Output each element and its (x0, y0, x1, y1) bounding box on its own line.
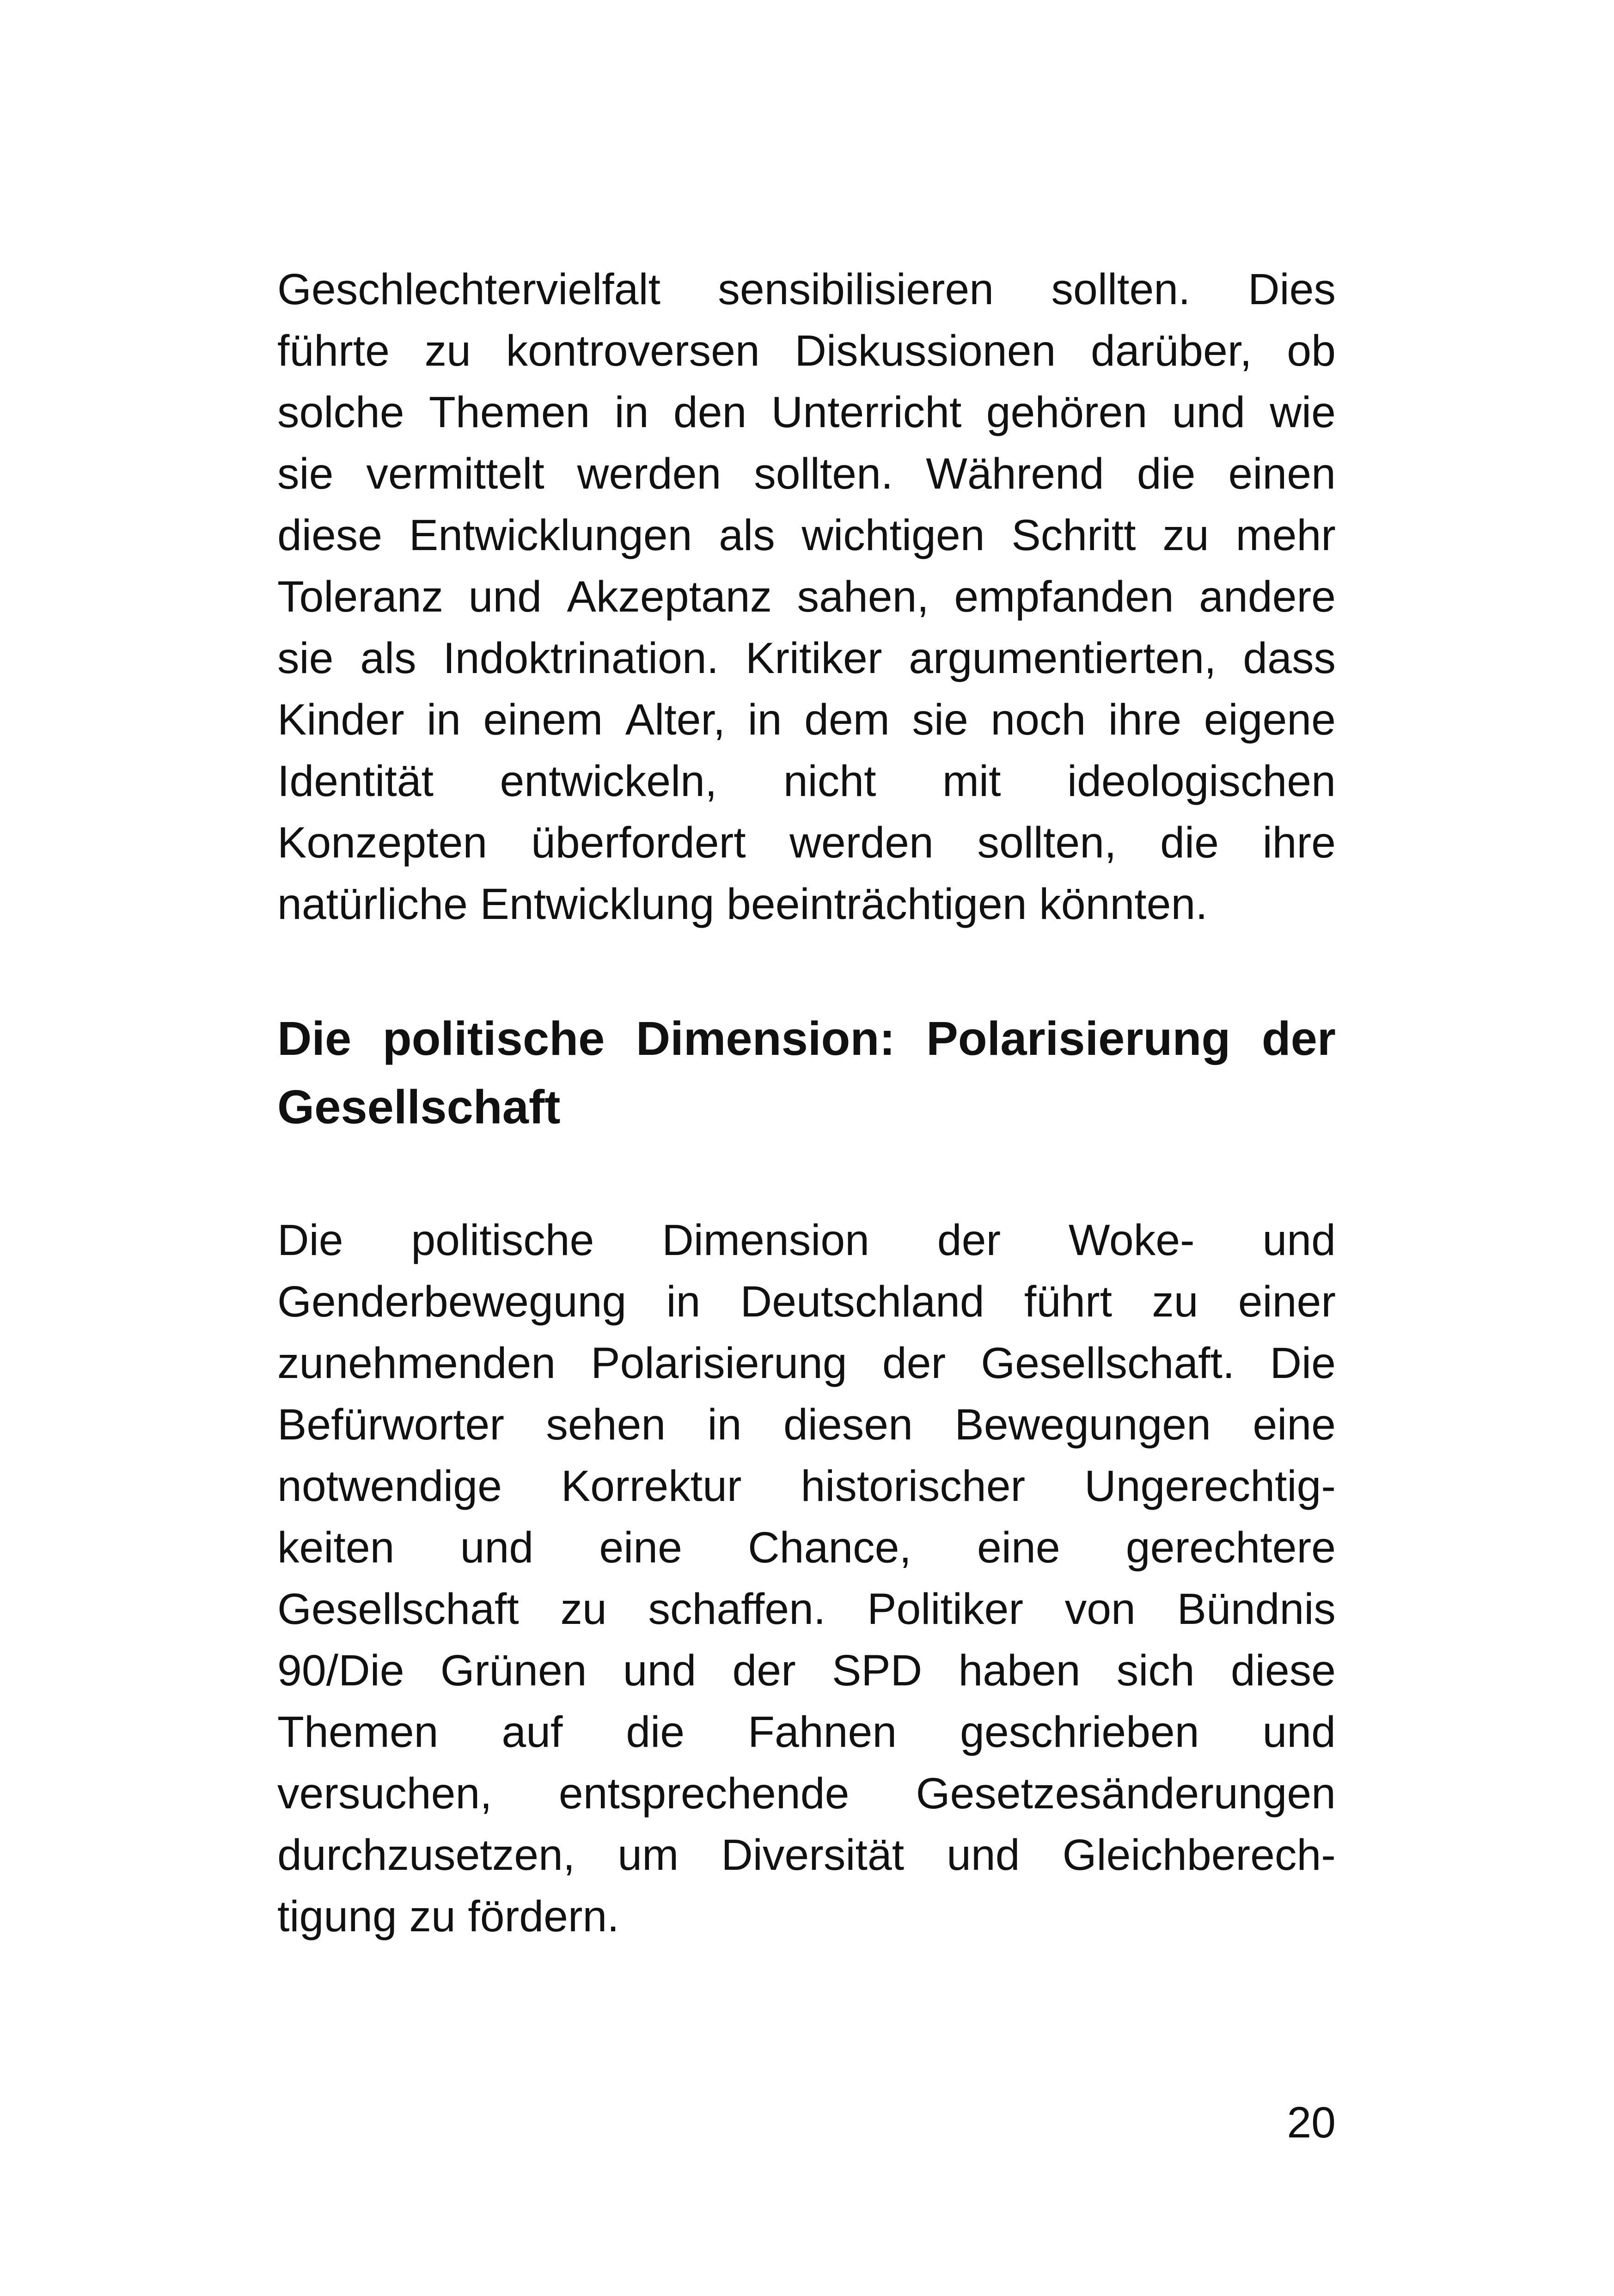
word: haben (958, 1646, 1081, 1695)
word: den (673, 388, 747, 437)
word: ideologischen (1067, 757, 1336, 806)
word: Gesetzesänderungen (916, 1769, 1336, 1818)
word: Schritt (1011, 511, 1136, 560)
page-number: 20 (1287, 2098, 1336, 2147)
word: führte (277, 326, 390, 375)
word: und (468, 572, 542, 621)
word: diese (277, 511, 383, 560)
word: um (617, 1831, 679, 1880)
word: 90/Die (277, 1646, 404, 1695)
word: die (1160, 818, 1219, 867)
word: noch (990, 695, 1086, 744)
word: die (1137, 449, 1196, 498)
text-line (277, 1825, 1336, 1886)
text-line (277, 689, 1336, 751)
word: gehören (986, 388, 1148, 437)
word: versuchen, (277, 1769, 492, 1818)
text-line (277, 1271, 1336, 1333)
word: sie (912, 695, 968, 744)
text-line (277, 320, 1336, 382)
word: werden (789, 818, 934, 867)
text-line (277, 505, 1336, 566)
word: Diversität (721, 1831, 905, 1880)
word: beeinträchtigen (727, 880, 1027, 929)
word: Die (277, 1012, 352, 1065)
word: Akzeptanz (567, 572, 772, 621)
word: Geschlechtervielfalt (277, 265, 660, 314)
word: der (882, 1339, 946, 1388)
text-line (277, 1333, 1336, 1394)
word: Grünen (440, 1646, 587, 1695)
word: durchzusetzen, (277, 1831, 575, 1880)
word: sensibilisieren (718, 265, 994, 314)
word: einer (1238, 1277, 1336, 1326)
word: zu (1152, 1277, 1198, 1326)
word: Bündnis (1177, 1585, 1336, 1634)
section-heading (277, 1004, 1336, 1141)
word: und (623, 1646, 697, 1695)
word: nicht (783, 757, 876, 806)
word: als (360, 634, 416, 683)
word: keiten (277, 1523, 395, 1572)
word: Identität (277, 757, 434, 806)
word: zu (1162, 511, 1209, 560)
text-line (277, 443, 1336, 505)
paragraph-2 (277, 1210, 1336, 1947)
word: mit (942, 757, 1001, 806)
word: Die (1270, 1339, 1336, 1388)
word: Woke- (1068, 1216, 1195, 1265)
word: in (427, 695, 461, 744)
word: werden (577, 449, 721, 498)
word: und (947, 1831, 1020, 1880)
word: der (1261, 1012, 1336, 1065)
word: Deutschland (740, 1277, 984, 1326)
word: in (707, 1400, 742, 1449)
text-line (277, 1394, 1336, 1456)
text-line (277, 259, 1336, 320)
word: überfordert (531, 818, 746, 867)
word: der (732, 1646, 796, 1695)
word: Kinder (277, 695, 404, 744)
word: Fahnen (747, 1708, 897, 1757)
word: Während (926, 449, 1104, 498)
word: sie (277, 449, 334, 498)
word: geschrieben (960, 1708, 1199, 1757)
text-line (277, 566, 1336, 628)
word: Konzepten (277, 818, 488, 867)
word: notwendige (277, 1462, 502, 1511)
word: wichtigen (801, 511, 985, 560)
word: Indoktrination. (443, 634, 719, 683)
word: kontroversen (506, 326, 760, 375)
word: auf (501, 1708, 563, 1757)
word: eine (599, 1523, 682, 1572)
word: historischer (801, 1462, 1026, 1511)
word: einen (1228, 449, 1336, 498)
word: Gesellschaft (277, 1585, 519, 1634)
text-line (277, 628, 1336, 689)
word: entsprechende (558, 1769, 850, 1818)
word: könnten. (1039, 880, 1208, 929)
word: andere (1199, 572, 1336, 621)
text-line (277, 751, 1336, 812)
word: Themen (277, 1708, 439, 1757)
word: als (719, 511, 775, 560)
word: Chance, (748, 1523, 911, 1572)
word: eine (977, 1523, 1060, 1572)
word: wie (1270, 388, 1336, 437)
text-line (277, 1763, 1336, 1825)
word: der (937, 1216, 1001, 1265)
word: Genderbewegung (277, 1277, 627, 1326)
word: und (1172, 388, 1246, 437)
text-line (277, 1640, 1336, 1702)
word: dem (804, 695, 890, 744)
word: diese (1230, 1646, 1336, 1695)
word: Themen (428, 388, 590, 437)
word: einem (483, 695, 603, 744)
word: Die (277, 1216, 343, 1265)
word: Alter, (625, 695, 726, 744)
word: Entwicklungen (409, 511, 692, 560)
word: von (1064, 1585, 1136, 1634)
word: in (614, 388, 649, 437)
word: zu (560, 1585, 607, 1634)
word: Gesellschaft. (981, 1339, 1235, 1388)
word: Unterricht (771, 388, 962, 437)
word: tigung (277, 1892, 397, 1941)
word: zu (424, 326, 471, 375)
word: sehen (546, 1400, 666, 1449)
word: eine (1253, 1400, 1336, 1449)
text-line (277, 382, 1336, 443)
text-line (277, 874, 1336, 935)
word: Dimension (662, 1216, 869, 1265)
word: sahen, (797, 572, 929, 621)
word: in (747, 695, 782, 744)
word: und (460, 1523, 534, 1572)
text-line (277, 1210, 1336, 1271)
word: Bewegungen (954, 1400, 1211, 1449)
word: eigene (1204, 695, 1336, 744)
page-content (277, 259, 1336, 1947)
word: solche (277, 388, 404, 437)
paragraph-1 (277, 259, 1336, 935)
text-line (277, 1517, 1336, 1579)
word: sie (277, 634, 334, 683)
word: gerechtere (1125, 1523, 1336, 1572)
word: führt (1024, 1277, 1113, 1326)
word: Entwicklung (480, 880, 715, 929)
word: Dimension: (636, 1012, 895, 1065)
word: entwickeln, (500, 757, 717, 806)
word: Gesellschaft (277, 1080, 561, 1133)
word: ihre (1262, 818, 1336, 867)
text-line (277, 1579, 1336, 1640)
word: politische (411, 1216, 594, 1265)
word: dass (1243, 634, 1336, 683)
word: schaffen. (648, 1585, 826, 1634)
text-line (277, 1702, 1336, 1763)
word: Gleichberech- (1062, 1831, 1336, 1880)
word: Ungerechtig- (1084, 1462, 1336, 1511)
word: ob (1287, 326, 1336, 375)
word: sollten, (977, 818, 1117, 867)
word: fördern. (468, 1892, 619, 1941)
word: Polarisierung (591, 1339, 847, 1388)
word: zunehmenden (277, 1339, 556, 1388)
word: Befürworter (277, 1400, 505, 1449)
word: diesen (783, 1400, 913, 1449)
text-line (277, 1886, 1336, 1947)
word: sollten. (754, 449, 893, 498)
word: sollten. (1051, 265, 1191, 314)
word: Polarisierung (926, 1012, 1231, 1065)
word: Politiker (867, 1585, 1023, 1634)
text-line (277, 1004, 1336, 1073)
text-line (277, 1456, 1336, 1517)
word: Dies (1247, 265, 1336, 314)
word: und (1262, 1216, 1336, 1265)
word: Diskussionen (795, 326, 1056, 375)
word: Kritiker (745, 634, 882, 683)
word: darüber, (1091, 326, 1252, 375)
word: in (666, 1277, 701, 1326)
text-line (277, 1073, 1336, 1141)
word: empfanden (954, 572, 1174, 621)
word: Korrektur (561, 1462, 742, 1511)
word: mehr (1235, 511, 1336, 560)
word: und (1262, 1708, 1336, 1757)
word: politische (382, 1012, 605, 1065)
word: SPD (831, 1646, 923, 1695)
word: sich (1116, 1646, 1195, 1695)
word: natürliche (277, 880, 468, 929)
word: zu (409, 1892, 456, 1941)
text-line (277, 812, 1336, 874)
word: argumentierten, (909, 634, 1217, 683)
word: ihre (1108, 695, 1182, 744)
word: Toleranz (277, 572, 444, 621)
word: vermittelt (366, 449, 544, 498)
word: die (626, 1708, 685, 1757)
